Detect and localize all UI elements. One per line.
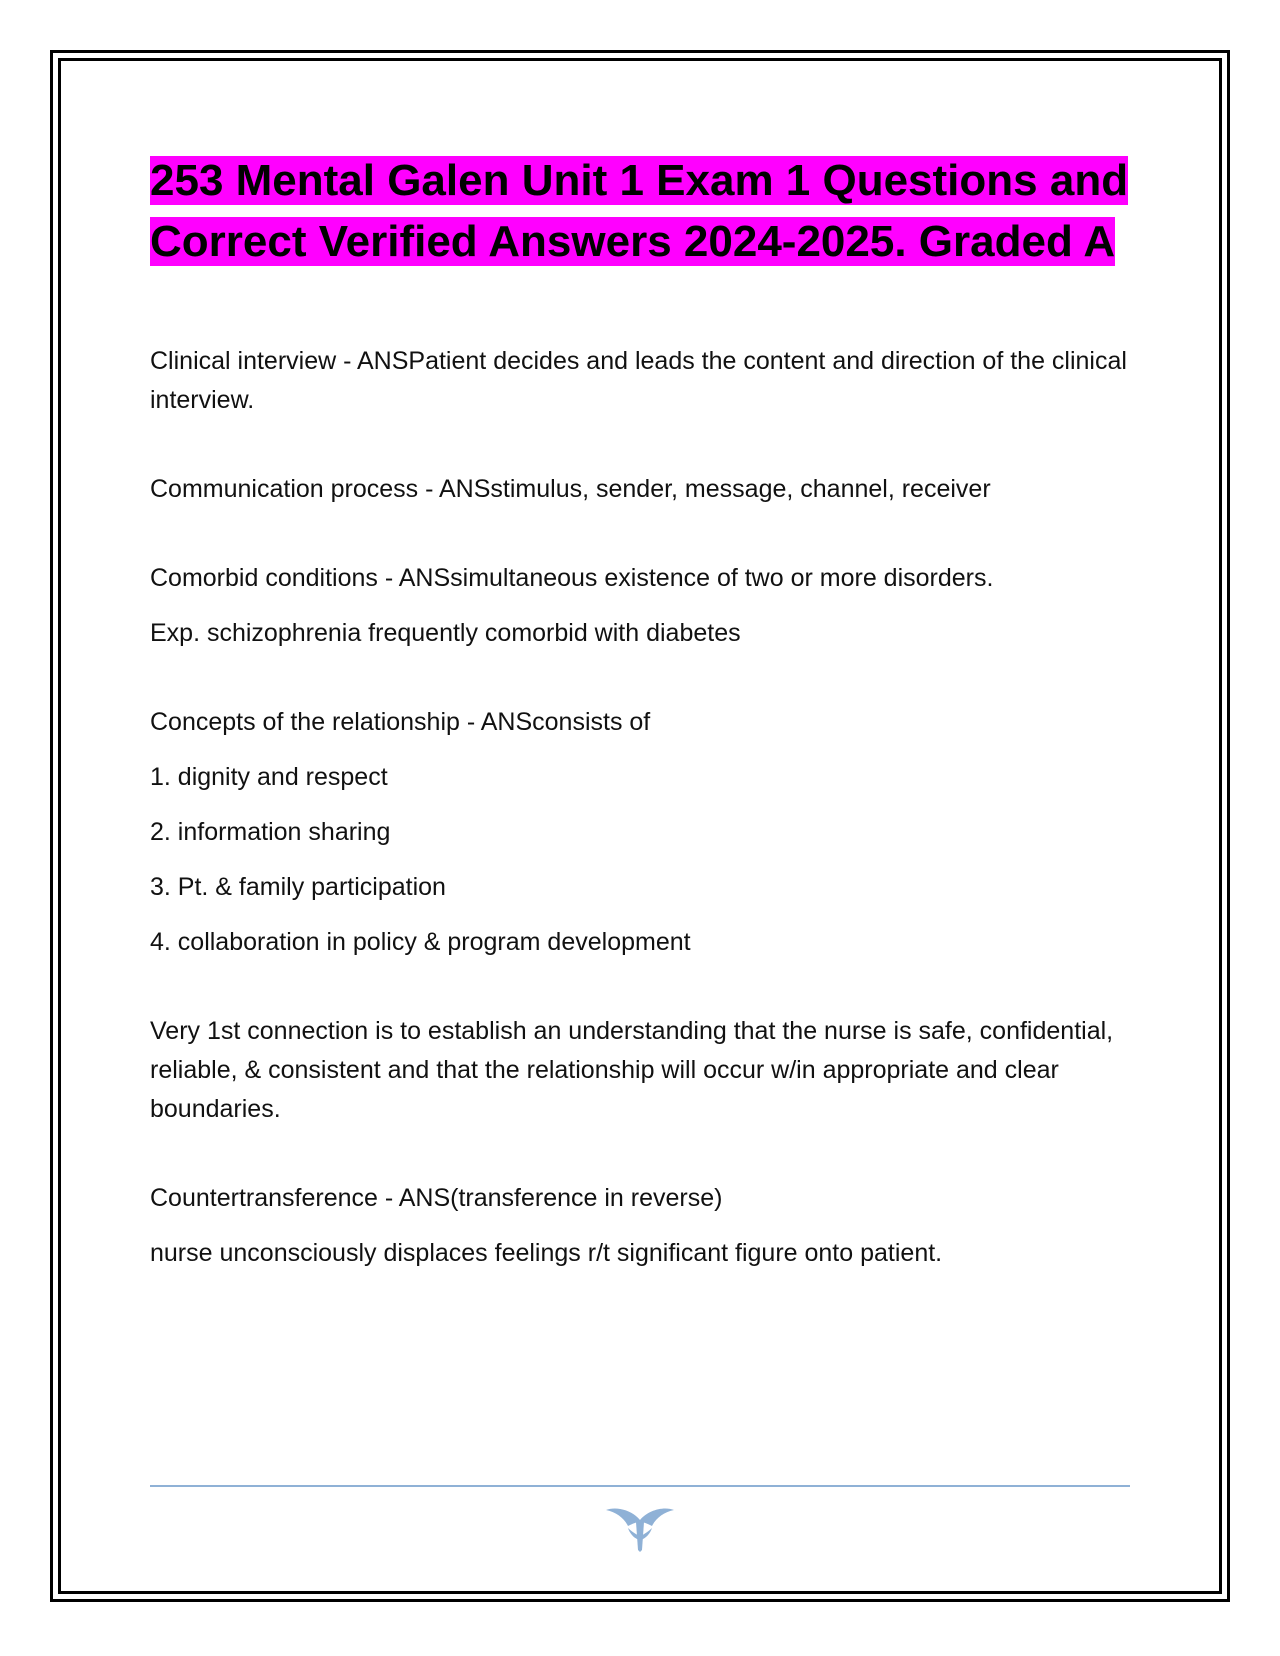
entry-concepts-of-relationship xyxy=(150,703,1130,962)
entry-countertransference xyxy=(150,1179,1130,1273)
entry-text: Very 1st connection is to establish an understanding that the nurse is safe, confidential, reliable, & consistent and that the relationship will occur w/in appropriate and clear boundaries. xyxy=(150,1017,1114,1123)
entry-list-item: 2. information sharing xyxy=(150,818,391,846)
entry-list-item: 4. collaboration in policy & program development xyxy=(150,928,691,956)
entry-list-item: 1. dignity and respect xyxy=(150,763,388,791)
entry-clinical-interview xyxy=(150,342,1130,420)
entry-text: Comorbid conditions - ANSsimultaneous existence of two or more disorders. xyxy=(150,564,994,592)
entry-text: Exp. schizophrenia frequently comorbid with diabetes xyxy=(150,619,741,647)
document-title xyxy=(150,150,1130,272)
entry-text: Communication process - ANSstimulus, sender, message, channel, receiver xyxy=(150,475,991,503)
entry-communication-process xyxy=(150,470,1130,509)
footer-divider xyxy=(150,1485,1130,1487)
document-body xyxy=(150,150,1130,1323)
document-title-text: 253 Mental Galen Unit 1 Exam 1 Questions and Correct Verified Answers 2024-2025. Graded A xyxy=(150,156,1129,266)
entry-text: nurse unconsciously displaces feelings r/t significant figure onto patient. xyxy=(150,1239,943,1267)
entry-text: Concepts of the relationship - ANSconsists of xyxy=(150,708,651,736)
entry-comorbid-conditions xyxy=(150,559,1130,653)
entry-first-connection xyxy=(150,1012,1130,1129)
entry-list-item: 3. Pt. & family participation xyxy=(150,873,446,901)
entry-list xyxy=(150,342,1130,1273)
entry-text: Clinical interview - ANSPatient decides and leads the content and direction of the clinical interview. xyxy=(150,347,1127,414)
bird-logo-icon xyxy=(602,1502,678,1554)
entry-text: Countertransference - ANS(transference in reverse) xyxy=(150,1184,723,1212)
